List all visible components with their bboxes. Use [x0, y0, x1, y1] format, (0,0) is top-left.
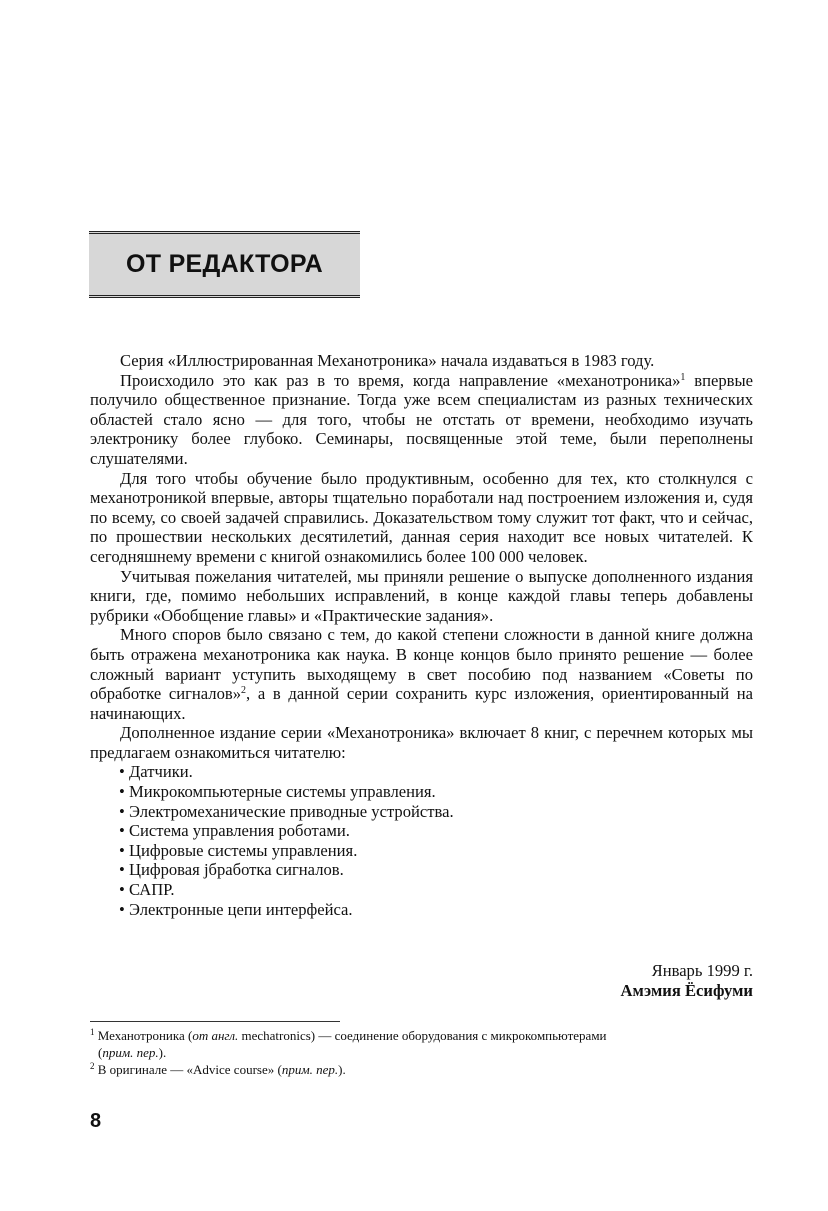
signature-date: Январь 1999 г. [651, 961, 753, 980]
footnotes [90, 1027, 753, 1078]
footnote-1 [90, 1027, 753, 1044]
list-item: • Датчики. [119, 762, 753, 782]
list-item: • Цифровая јбработка сигналов. [119, 860, 753, 880]
paragraph-5-end: , а в данной серии сохранить курс изложения, ориентированный на начинающих. [90, 684, 753, 723]
list-item: • Микрокомпьютерные системы управления. [119, 782, 753, 802]
footnote-1-text: Механотроника ( [94, 1028, 193, 1043]
footnote-2-paren-close: ). [338, 1062, 346, 1077]
footnote-2-text: В оригинале — «Advice course» ( [94, 1062, 282, 1077]
paragraph-3: Для того чтобы обучение было продуктивным, особенно для тех, кто столкнулся с механотроникой впервые, авторы тщательно поработали над построением изложения и, судя по всему, со своей задачей справились. Доказательством тому служит тот факт, что и сейчас, по прошествии нескольких десятилетий, данная серия находит все новых читателей. К сегодняшнему времени с книгой ознакомились более 100 000 человек. [90, 468, 753, 566]
footnote-1-text-cont: mechatronics) — соединение оборудования с микрокомпьютерами [238, 1028, 607, 1043]
footnote-1-number: 1 [90, 1027, 95, 1037]
paragraph-2-start: Происходило это как раз в то время, когда направление «механотроника» [120, 370, 681, 390]
footnote-2 [90, 1061, 753, 1078]
body-text [90, 351, 753, 919]
footnote-2-number: 2 [90, 1061, 95, 1071]
page-number: 8 [90, 1110, 102, 1132]
footnote-ref-2: 2 [241, 685, 247, 697]
footnote-1-paren-open: ( [98, 1045, 103, 1060]
signature-author: Амэмия Ёсифуми [620, 981, 753, 1000]
paragraph-5 [90, 625, 753, 723]
paragraph-4: Учитывая пожелания читателей, мы приняли решение о выпуске дополненного издания книги, где, помимо небольших исправлений, в конце каждой главы теперь добавлены рубрики «Обобщение главы» и «Практические задания». [90, 566, 753, 625]
paragraph-2 [90, 371, 753, 469]
chapter-heading-box [89, 231, 360, 298]
footnote-1-italic: от англ. [192, 1028, 239, 1043]
list-item: • Система управления роботами. [119, 821, 753, 841]
signature-block [620, 961, 753, 1001]
paragraph-6: Дополненное издание серии «Механотроника» включает 8 книг, с перечнем которых мы предлагаем ознакомиться читателю: [90, 723, 753, 762]
list-item: • Электронные цепи интерфейса. [119, 900, 753, 920]
list-item: • Цифровые системы управления. [119, 841, 753, 861]
book-list [90, 762, 753, 919]
footnote-ref-1: 1 [680, 371, 686, 383]
footnote-1-continuation [90, 1044, 753, 1061]
footnote-1-note: прим. пер. [102, 1045, 159, 1060]
chapter-title: ОТ РЕДАКТОРА [126, 250, 323, 278]
paragraph-2-end: впервые получило общественное признание. Тогда уже всем специалистам из разных технических областей стало ясно — для того, чтобы не отстать от времени, необходимо изучать электронику более глубоко. Семинары, посвященные этой теме, были переполнены слушателями. [90, 370, 754, 468]
paragraph-1: Серия «Иллюстрированная Механотроника» начала издаваться в 1983 году. [120, 351, 655, 370]
footnote-1-paren-close: ). [158, 1045, 167, 1060]
footnote-2-note: прим. пер. [281, 1062, 339, 1077]
list-item: • САПР. [119, 880, 753, 900]
paragraph-5-start: Много споров было связано с тем, до какой степени сложности в данной книге должна быть отражена механотроника как наука. В конце концов было принято решение — более сложный вариант уступить выходящему в свет пособию под названием «Советы по обработке сигналов» [90, 625, 753, 704]
footnote-divider [90, 1021, 340, 1022]
list-item: • Электромеханические приводные устройства. [119, 802, 753, 822]
